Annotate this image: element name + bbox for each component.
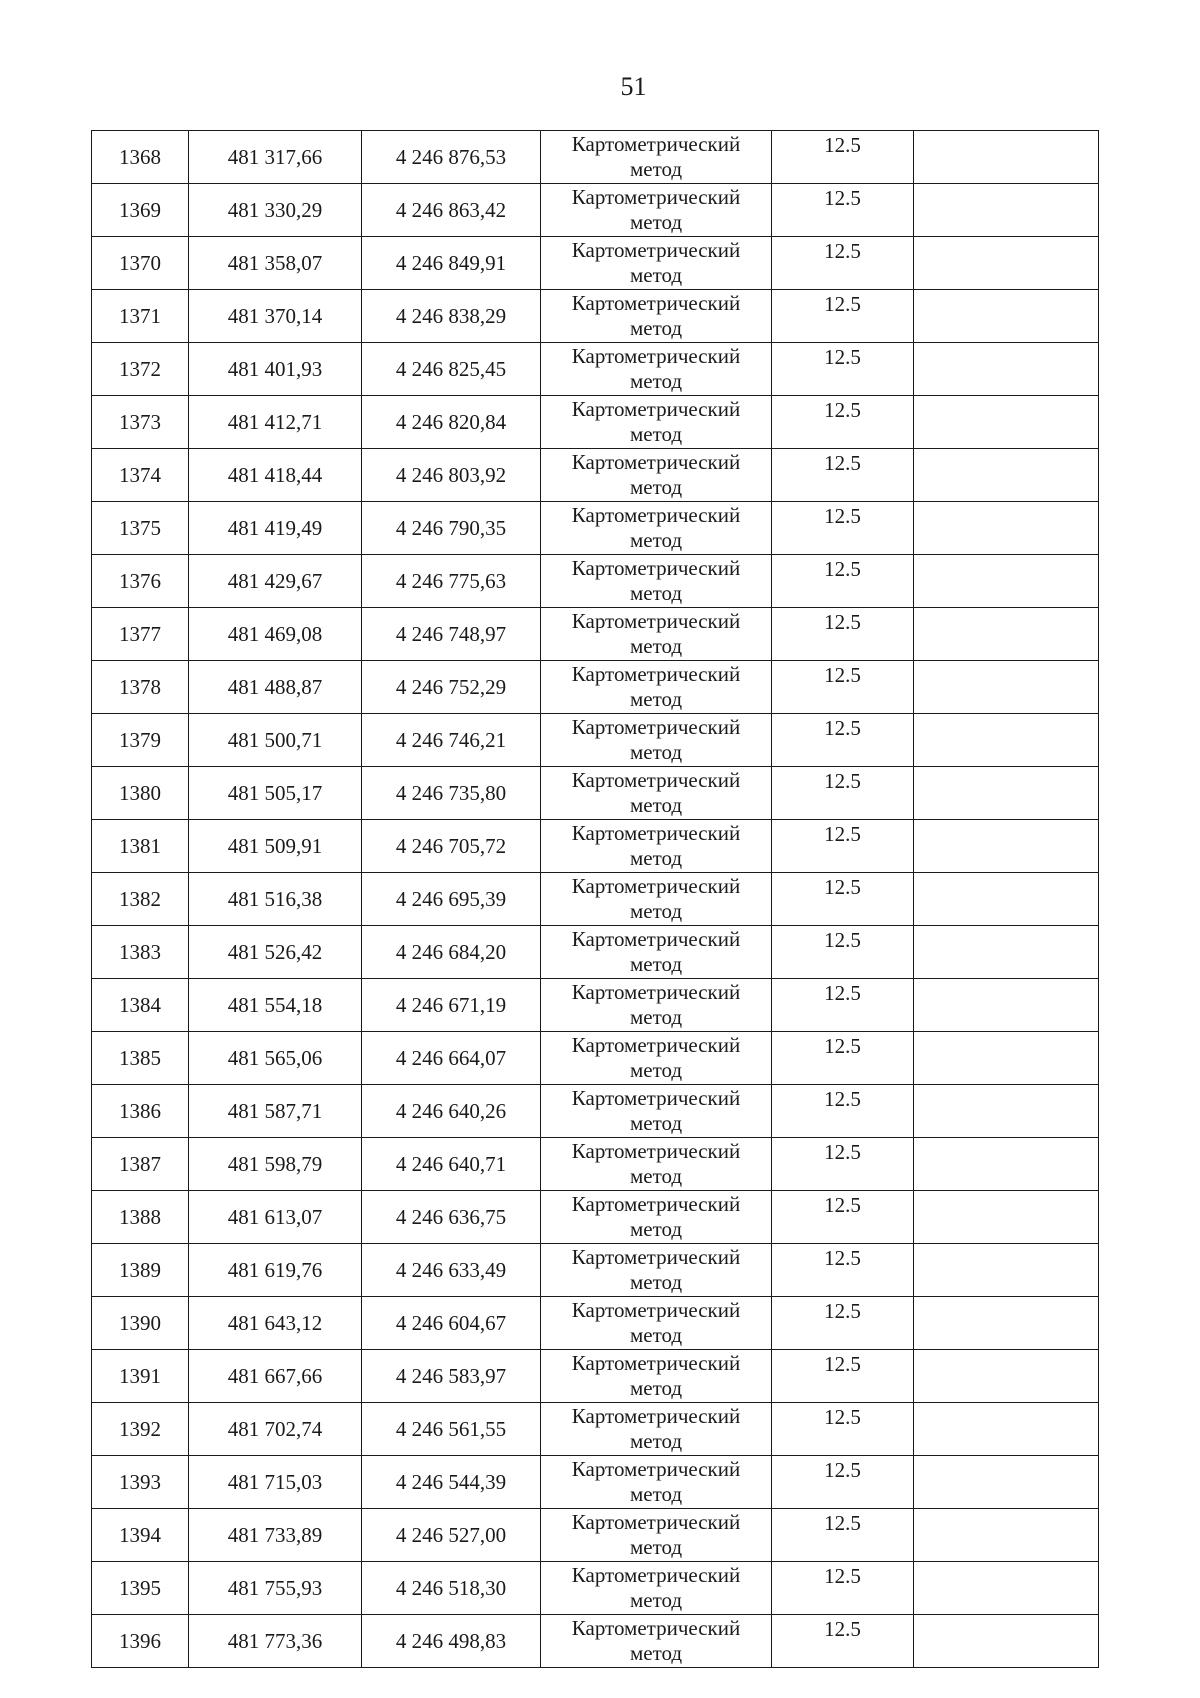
y-coordinate-cell: 4 246 803,92	[362, 449, 541, 502]
note-cell	[914, 502, 1099, 555]
x-coordinate-cell: 481 715,03	[189, 1456, 362, 1509]
x-coordinate-cell: 481 773,36	[189, 1615, 362, 1668]
method-line-2: метод	[629, 422, 683, 446]
table-row	[92, 131, 1099, 184]
note-cell	[914, 1403, 1099, 1456]
table-row	[92, 1562, 1099, 1615]
method-line-1: Картометрический	[571, 1245, 741, 1269]
method-line-2: метод	[629, 210, 683, 234]
method-line-1: Картометрический	[571, 556, 741, 580]
method-cell	[541, 1297, 772, 1350]
point-number-cell: 1390	[92, 1297, 189, 1350]
table-row	[92, 1297, 1099, 1350]
point-number-cell: 1369	[92, 184, 189, 237]
method-line-1: Картометрический	[571, 1086, 741, 1110]
point-number-cell: 1379	[92, 714, 189, 767]
table-row	[92, 1403, 1099, 1456]
table-row	[92, 555, 1099, 608]
point-number-cell: 1382	[92, 873, 189, 926]
y-coordinate-cell: 4 246 695,39	[362, 873, 541, 926]
y-coordinate-cell: 4 246 544,39	[362, 1456, 541, 1509]
point-number-cell: 1393	[92, 1456, 189, 1509]
table-row	[92, 449, 1099, 502]
point-number-cell: 1384	[92, 979, 189, 1032]
x-coordinate-cell: 481 565,06	[189, 1032, 362, 1085]
accuracy-cell: 12.5	[772, 290, 914, 343]
x-coordinate-cell: 481 418,44	[189, 449, 362, 502]
method-line-2: метод	[629, 1323, 683, 1347]
method-line-2: метод	[629, 687, 683, 711]
accuracy-cell: 12.5	[772, 1562, 914, 1615]
method-line-1: Картометрический	[571, 768, 741, 792]
method-line-1: Картометрический	[571, 927, 741, 951]
method-line-1: Картометрический	[571, 344, 741, 368]
y-coordinate-cell: 4 246 633,49	[362, 1244, 541, 1297]
method-cell	[541, 714, 772, 767]
table-row	[92, 1244, 1099, 1297]
x-coordinate-cell: 481 505,17	[189, 767, 362, 820]
y-coordinate-cell: 4 246 705,72	[362, 820, 541, 873]
accuracy-cell: 12.5	[772, 926, 914, 979]
x-coordinate-cell: 481 370,14	[189, 290, 362, 343]
x-coordinate-cell: 481 613,07	[189, 1191, 362, 1244]
method-line-1: Картометрический	[571, 1139, 741, 1163]
note-cell	[914, 343, 1099, 396]
accuracy-cell: 12.5	[772, 820, 914, 873]
y-coordinate-cell: 4 246 664,07	[362, 1032, 541, 1085]
point-number-cell: 1395	[92, 1562, 189, 1615]
x-coordinate-cell: 481 419,49	[189, 502, 362, 555]
point-number-cell: 1383	[92, 926, 189, 979]
method-cell	[541, 343, 772, 396]
table-row	[92, 820, 1099, 873]
point-number-cell: 1377	[92, 608, 189, 661]
method-line-1: Картометрический	[571, 185, 741, 209]
x-coordinate-cell: 481 516,38	[189, 873, 362, 926]
note-cell	[914, 184, 1099, 237]
method-line-2: метод	[629, 157, 683, 181]
method-cell	[541, 979, 772, 1032]
method-line-1: Картометрический	[571, 1563, 741, 1587]
accuracy-cell: 12.5	[772, 767, 914, 820]
method-cell	[541, 1403, 772, 1456]
method-line-1: Картометрический	[571, 821, 741, 845]
note-cell	[914, 1244, 1099, 1297]
accuracy-cell: 12.5	[772, 873, 914, 926]
accuracy-cell: 12.5	[772, 661, 914, 714]
point-number-cell: 1396	[92, 1615, 189, 1668]
method-line-2: метод	[629, 1429, 683, 1453]
point-number-cell: 1381	[92, 820, 189, 873]
y-coordinate-cell: 4 246 684,20	[362, 926, 541, 979]
y-coordinate-cell: 4 246 820,84	[362, 396, 541, 449]
method-line-2: метод	[629, 1217, 683, 1241]
method-line-2: метод	[629, 899, 683, 923]
accuracy-cell: 12.5	[772, 608, 914, 661]
method-cell	[541, 184, 772, 237]
note-cell	[914, 1191, 1099, 1244]
y-coordinate-cell: 4 246 790,35	[362, 502, 541, 555]
method-cell	[541, 237, 772, 290]
method-line-1: Картометрический	[571, 1351, 741, 1375]
accuracy-cell: 12.5	[772, 237, 914, 290]
method-line-2: метод	[629, 952, 683, 976]
method-cell	[541, 1244, 772, 1297]
accuracy-cell: 12.5	[772, 979, 914, 1032]
point-number-cell: 1391	[92, 1350, 189, 1403]
accuracy-cell: 12.5	[772, 1085, 914, 1138]
note-cell	[914, 1297, 1099, 1350]
accuracy-cell: 12.5	[772, 1191, 914, 1244]
x-coordinate-cell: 481 317,66	[189, 131, 362, 184]
note-cell	[914, 979, 1099, 1032]
y-coordinate-cell: 4 246 518,30	[362, 1562, 541, 1615]
table-row	[92, 1350, 1099, 1403]
method-line-1: Картометрический	[571, 1298, 741, 1322]
method-cell	[541, 1456, 772, 1509]
method-line-2: метод	[629, 740, 683, 764]
x-coordinate-cell: 481 509,91	[189, 820, 362, 873]
y-coordinate-cell: 4 246 849,91	[362, 237, 541, 290]
accuracy-cell: 12.5	[772, 1350, 914, 1403]
accuracy-cell: 12.5	[772, 343, 914, 396]
method-line-1: Картометрический	[571, 609, 741, 633]
method-line-2: метод	[629, 1376, 683, 1400]
table-row	[92, 714, 1099, 767]
note-cell	[914, 1085, 1099, 1138]
table-row	[92, 1509, 1099, 1562]
point-number-cell: 1375	[92, 502, 189, 555]
table-row	[92, 1032, 1099, 1085]
method-line-1: Картометрический	[571, 980, 741, 1004]
method-line-1: Картометрический	[571, 397, 741, 421]
x-coordinate-cell: 481 587,71	[189, 1085, 362, 1138]
note-cell	[914, 290, 1099, 343]
method-cell	[541, 131, 772, 184]
x-coordinate-cell: 481 643,12	[189, 1297, 362, 1350]
y-coordinate-cell: 4 246 636,75	[362, 1191, 541, 1244]
method-cell	[541, 290, 772, 343]
coordinates-table-body	[92, 131, 1099, 1668]
note-cell	[914, 1456, 1099, 1509]
method-line-1: Картометрический	[571, 1616, 741, 1640]
table-row	[92, 1138, 1099, 1191]
method-line-2: метод	[629, 1111, 683, 1135]
method-line-2: метод	[629, 1535, 683, 1559]
x-coordinate-cell: 481 526,42	[189, 926, 362, 979]
note-cell	[914, 661, 1099, 714]
method-line-2: метод	[629, 528, 683, 552]
note-cell	[914, 396, 1099, 449]
accuracy-cell: 12.5	[772, 502, 914, 555]
point-number-cell: 1374	[92, 449, 189, 502]
accuracy-cell: 12.5	[772, 1032, 914, 1085]
accuracy-cell: 12.5	[772, 1509, 914, 1562]
note-cell	[914, 926, 1099, 979]
method-line-2: метод	[629, 1058, 683, 1082]
method-line-1: Картометрический	[571, 238, 741, 262]
method-line-2: метод	[629, 1164, 683, 1188]
x-coordinate-cell: 481 554,18	[189, 979, 362, 1032]
table-row	[92, 873, 1099, 926]
point-number-cell: 1368	[92, 131, 189, 184]
y-coordinate-cell: 4 246 527,00	[362, 1509, 541, 1562]
note-cell	[914, 1350, 1099, 1403]
table-row	[92, 979, 1099, 1032]
table-row	[92, 237, 1099, 290]
x-coordinate-cell: 481 412,71	[189, 396, 362, 449]
note-cell	[914, 1138, 1099, 1191]
point-number-cell: 1385	[92, 1032, 189, 1085]
x-coordinate-cell: 481 488,87	[189, 661, 362, 714]
note-cell	[914, 1615, 1099, 1668]
note-cell	[914, 555, 1099, 608]
table-row	[92, 502, 1099, 555]
table-row	[92, 661, 1099, 714]
method-line-1: Картометрический	[571, 1033, 741, 1057]
y-coordinate-cell: 4 246 752,29	[362, 661, 541, 714]
accuracy-cell: 12.5	[772, 184, 914, 237]
y-coordinate-cell: 4 246 604,67	[362, 1297, 541, 1350]
coordinates-table	[91, 130, 1099, 1668]
x-coordinate-cell: 481 358,07	[189, 237, 362, 290]
method-cell	[541, 449, 772, 502]
x-coordinate-cell: 481 500,71	[189, 714, 362, 767]
table-row	[92, 184, 1099, 237]
accuracy-cell: 12.5	[772, 131, 914, 184]
y-coordinate-cell: 4 246 746,21	[362, 714, 541, 767]
note-cell	[914, 1032, 1099, 1085]
y-coordinate-cell: 4 246 863,42	[362, 184, 541, 237]
x-coordinate-cell: 481 401,93	[189, 343, 362, 396]
y-coordinate-cell: 4 246 671,19	[362, 979, 541, 1032]
point-number-cell: 1378	[92, 661, 189, 714]
point-number-cell: 1372	[92, 343, 189, 396]
note-cell	[914, 449, 1099, 502]
accuracy-cell: 12.5	[772, 396, 914, 449]
accuracy-cell: 12.5	[772, 1403, 914, 1456]
y-coordinate-cell: 4 246 825,45	[362, 343, 541, 396]
accuracy-cell: 12.5	[772, 1297, 914, 1350]
point-number-cell: 1370	[92, 237, 189, 290]
y-coordinate-cell: 4 246 583,97	[362, 1350, 541, 1403]
accuracy-cell: 12.5	[772, 449, 914, 502]
method-line-2: метод	[629, 846, 683, 870]
note-cell	[914, 608, 1099, 661]
method-line-2: метод	[629, 369, 683, 393]
accuracy-cell: 12.5	[772, 1456, 914, 1509]
note-cell	[914, 237, 1099, 290]
note-cell	[914, 1509, 1099, 1562]
method-cell	[541, 661, 772, 714]
method-line-1: Картометрический	[571, 450, 741, 474]
table-row	[92, 767, 1099, 820]
point-number-cell: 1394	[92, 1509, 189, 1562]
table-row	[92, 1085, 1099, 1138]
method-line-2: метод	[629, 1005, 683, 1029]
y-coordinate-cell: 4 246 498,83	[362, 1615, 541, 1668]
method-line-2: метод	[629, 263, 683, 287]
method-cell	[541, 502, 772, 555]
method-line-1: Картометрический	[571, 662, 741, 686]
x-coordinate-cell: 481 598,79	[189, 1138, 362, 1191]
method-line-2: метод	[629, 1482, 683, 1506]
y-coordinate-cell: 4 246 561,55	[362, 1403, 541, 1456]
y-coordinate-cell: 4 246 735,80	[362, 767, 541, 820]
x-coordinate-cell: 481 702,74	[189, 1403, 362, 1456]
x-coordinate-cell: 481 330,29	[189, 184, 362, 237]
point-number-cell: 1380	[92, 767, 189, 820]
note-cell	[914, 1562, 1099, 1615]
method-line-2: метод	[629, 475, 683, 499]
method-line-2: метод	[629, 634, 683, 658]
y-coordinate-cell: 4 246 640,26	[362, 1085, 541, 1138]
method-line-1: Картометрический	[571, 291, 741, 315]
method-line-1: Картометрический	[571, 1192, 741, 1216]
table-row	[92, 926, 1099, 979]
method-cell	[541, 1350, 772, 1403]
method-cell	[541, 1085, 772, 1138]
method-cell	[541, 555, 772, 608]
accuracy-cell: 12.5	[772, 1244, 914, 1297]
y-coordinate-cell: 4 246 748,97	[362, 608, 541, 661]
table-row	[92, 1456, 1099, 1509]
x-coordinate-cell: 481 619,76	[189, 1244, 362, 1297]
method-line-2: метод	[629, 1641, 683, 1665]
method-line-1: Картометрический	[571, 1457, 741, 1481]
x-coordinate-cell: 481 733,89	[189, 1509, 362, 1562]
x-coordinate-cell: 481 755,93	[189, 1562, 362, 1615]
method-line-2: метод	[629, 581, 683, 605]
point-number-cell: 1376	[92, 555, 189, 608]
method-cell	[541, 396, 772, 449]
method-cell	[541, 1138, 772, 1191]
method-cell	[541, 1032, 772, 1085]
y-coordinate-cell: 4 246 640,71	[362, 1138, 541, 1191]
method-cell	[541, 1562, 772, 1615]
point-number-cell: 1388	[92, 1191, 189, 1244]
page-number: 51	[620, 72, 647, 101]
note-cell	[914, 820, 1099, 873]
accuracy-cell: 12.5	[772, 714, 914, 767]
method-line-1: Картометрический	[571, 132, 741, 156]
accuracy-cell: 12.5	[772, 1138, 914, 1191]
method-line-1: Картометрический	[571, 1404, 741, 1428]
x-coordinate-cell: 481 469,08	[189, 608, 362, 661]
point-number-cell: 1371	[92, 290, 189, 343]
table-row	[92, 290, 1099, 343]
y-coordinate-cell: 4 246 838,29	[362, 290, 541, 343]
note-cell	[914, 714, 1099, 767]
y-coordinate-cell: 4 246 775,63	[362, 555, 541, 608]
method-cell	[541, 820, 772, 873]
table-row	[92, 1615, 1099, 1668]
accuracy-cell: 12.5	[772, 555, 914, 608]
point-number-cell: 1389	[92, 1244, 189, 1297]
method-line-2: метод	[629, 793, 683, 817]
note-cell	[914, 131, 1099, 184]
method-line-1: Картометрический	[571, 503, 741, 527]
table-row	[92, 343, 1099, 396]
accuracy-cell: 12.5	[772, 1615, 914, 1668]
method-cell	[541, 1615, 772, 1668]
point-number-cell: 1392	[92, 1403, 189, 1456]
table-row	[92, 1191, 1099, 1244]
point-number-cell: 1386	[92, 1085, 189, 1138]
table-row	[92, 608, 1099, 661]
method-cell	[541, 926, 772, 979]
note-cell	[914, 873, 1099, 926]
method-cell	[541, 767, 772, 820]
y-coordinate-cell: 4 246 876,53	[362, 131, 541, 184]
method-line-1: Картометрический	[571, 1510, 741, 1534]
table-row	[92, 396, 1099, 449]
method-cell	[541, 873, 772, 926]
x-coordinate-cell: 481 429,67	[189, 555, 362, 608]
point-number-cell: 1387	[92, 1138, 189, 1191]
method-cell	[541, 1191, 772, 1244]
method-line-2: метод	[629, 1270, 683, 1294]
method-line-1: Картометрический	[571, 874, 741, 898]
method-cell	[541, 1509, 772, 1562]
method-cell	[541, 608, 772, 661]
method-line-2: метод	[629, 316, 683, 340]
x-coordinate-cell: 481 667,66	[189, 1350, 362, 1403]
point-number-cell: 1373	[92, 396, 189, 449]
note-cell	[914, 767, 1099, 820]
method-line-2: метод	[629, 1588, 683, 1612]
method-line-1: Картометрический	[571, 715, 741, 739]
